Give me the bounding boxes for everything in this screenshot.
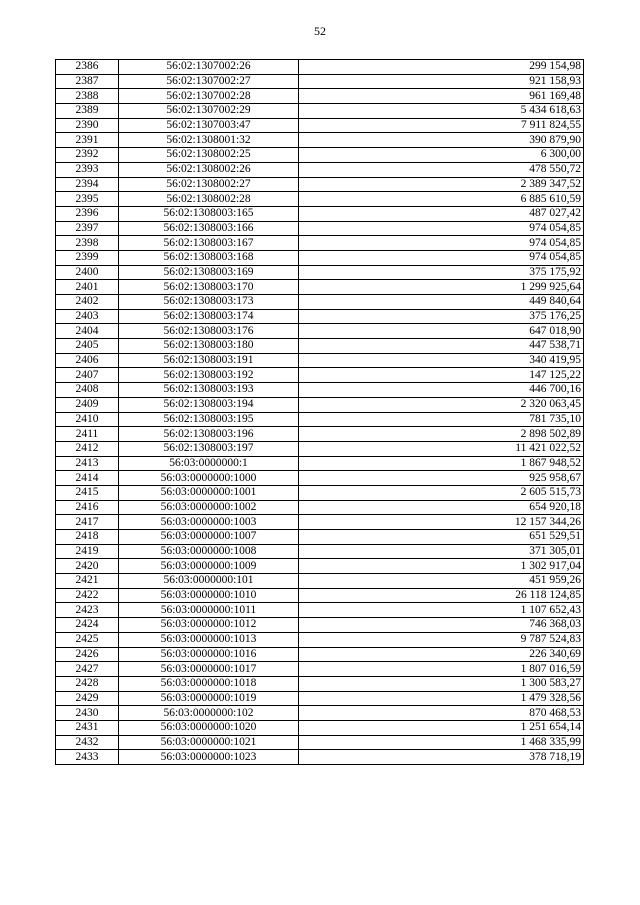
row-number-cell: 2428 <box>56 676 119 691</box>
row-number-cell: 2400 <box>56 265 119 280</box>
table-row <box>56 735 584 750</box>
value-cell: 2 389 347,52 <box>299 177 584 192</box>
value-cell: 1 300 583,27 <box>299 676 584 691</box>
value-cell: 974 054,85 <box>299 236 584 251</box>
table-row <box>56 500 584 515</box>
cadastral-number-cell: 56:03:0000000:1019 <box>119 691 299 706</box>
table-row <box>56 383 584 398</box>
table-row <box>56 250 584 265</box>
value-cell: 1 807 016,59 <box>299 662 584 677</box>
value-cell: 226 340,69 <box>299 647 584 662</box>
row-number-cell: 2417 <box>56 515 119 530</box>
cadastral-number-cell: 56:02:1308003:174 <box>119 309 299 324</box>
row-number-cell: 2407 <box>56 368 119 383</box>
value-cell: 2 320 063,45 <box>299 397 584 412</box>
table-row <box>56 221 584 236</box>
row-number-cell: 2388 <box>56 89 119 104</box>
cadastral-number-cell: 56:02:1308003:165 <box>119 206 299 221</box>
row-number-cell: 2413 <box>56 456 119 471</box>
table-row <box>56 104 584 119</box>
cadastral-number-cell: 56:03:0000000:1009 <box>119 559 299 574</box>
cadastral-number-cell: 56:03:0000000:1021 <box>119 735 299 750</box>
value-cell: 1 299 925,64 <box>299 280 584 295</box>
row-number-cell: 2394 <box>56 177 119 192</box>
value-cell: 26 118 124,85 <box>299 588 584 603</box>
cadastral-number-cell: 56:02:1308003:195 <box>119 412 299 427</box>
value-cell: 647 018,90 <box>299 324 584 339</box>
row-number-cell: 2410 <box>56 412 119 427</box>
row-number-cell: 2425 <box>56 632 119 647</box>
row-number-cell: 2393 <box>56 162 119 177</box>
row-number-cell: 2423 <box>56 603 119 618</box>
table-row <box>56 632 584 647</box>
row-number-cell: 2419 <box>56 544 119 559</box>
row-number-cell: 2427 <box>56 662 119 677</box>
cadastral-number-cell: 56:02:1308003:173 <box>119 295 299 310</box>
cadastral-number-cell: 56:02:1308003:168 <box>119 250 299 265</box>
row-number-cell: 2392 <box>56 148 119 163</box>
row-number-cell: 2418 <box>56 530 119 545</box>
value-cell: 447 538,71 <box>299 339 584 354</box>
row-number-cell: 2396 <box>56 206 119 221</box>
row-number-cell: 2401 <box>56 280 119 295</box>
cadastral-number-cell: 56:03:0000000:102 <box>119 706 299 721</box>
value-cell: 299 154,98 <box>299 60 584 75</box>
row-number-cell: 2420 <box>56 559 119 574</box>
table-row <box>56 236 584 251</box>
value-cell: 654 920,18 <box>299 500 584 515</box>
row-number-cell: 2389 <box>56 104 119 119</box>
table-row <box>56 530 584 545</box>
table-row <box>56 676 584 691</box>
row-number-cell: 2415 <box>56 485 119 500</box>
value-cell: 1 867 948,52 <box>299 456 584 471</box>
row-number-cell: 2422 <box>56 588 119 603</box>
value-cell: 2 605 515,73 <box>299 485 584 500</box>
table-row <box>56 471 584 486</box>
table-row <box>56 456 584 471</box>
table-row <box>56 515 584 530</box>
cadastral-value-table <box>55 59 584 765</box>
table-row <box>56 118 584 133</box>
value-cell: 1 251 654,14 <box>299 720 584 735</box>
row-number-cell: 2429 <box>56 691 119 706</box>
cadastral-number-cell: 56:02:1308002:26 <box>119 162 299 177</box>
cadastral-number-cell: 56:02:1307002:29 <box>119 104 299 119</box>
table-row <box>56 427 584 442</box>
table-row <box>56 177 584 192</box>
cadastral-number-cell: 56:02:1307003:47 <box>119 118 299 133</box>
table-row <box>56 706 584 721</box>
table-row <box>56 89 584 104</box>
table-row <box>56 441 584 456</box>
cadastral-number-cell: 56:03:0000000:1 <box>119 456 299 471</box>
value-cell: 1 107 652,43 <box>299 603 584 618</box>
table-row <box>56 618 584 633</box>
table-row <box>56 603 584 618</box>
value-cell: 147 125,22 <box>299 368 584 383</box>
cadastral-number-cell: 56:02:1308003:194 <box>119 397 299 412</box>
cadastral-number-cell: 56:02:1308002:28 <box>119 192 299 207</box>
cadastral-number-cell: 56:03:0000000:1017 <box>119 662 299 677</box>
row-number-cell: 2411 <box>56 427 119 442</box>
table-row <box>56 162 584 177</box>
cadastral-number-cell: 56:03:0000000:101 <box>119 574 299 589</box>
value-cell: 7 911 824,55 <box>299 118 584 133</box>
value-cell: 1 468 335,99 <box>299 735 584 750</box>
cadastral-number-cell: 56:03:0000000:1008 <box>119 544 299 559</box>
cadastral-number-cell: 56:03:0000000:1020 <box>119 720 299 735</box>
table-row <box>56 368 584 383</box>
row-number-cell: 2397 <box>56 221 119 236</box>
cadastral-number-cell: 56:03:0000000:1012 <box>119 618 299 633</box>
value-cell: 925 958,67 <box>299 471 584 486</box>
row-number-cell: 2430 <box>56 706 119 721</box>
cadastral-number-cell: 56:02:1308003:166 <box>119 221 299 236</box>
cadastral-number-cell: 56:02:1307002:28 <box>119 89 299 104</box>
cadastral-number-cell: 56:03:0000000:1016 <box>119 647 299 662</box>
table-row <box>56 544 584 559</box>
table-row <box>56 74 584 89</box>
value-cell: 651 529,51 <box>299 530 584 545</box>
page-number: 52 <box>314 24 326 38</box>
cadastral-number-cell: 56:03:0000000:1007 <box>119 530 299 545</box>
table-row <box>56 750 584 765</box>
table-row <box>56 588 584 603</box>
cadastral-number-cell: 56:03:0000000:1023 <box>119 750 299 765</box>
table-row <box>56 192 584 207</box>
cadastral-number-cell: 56:02:1308003:191 <box>119 353 299 368</box>
table-row <box>56 280 584 295</box>
value-cell: 1 302 917,04 <box>299 559 584 574</box>
row-number-cell: 2395 <box>56 192 119 207</box>
table-row <box>56 339 584 354</box>
row-number-cell: 2426 <box>56 647 119 662</box>
table-row <box>56 574 584 589</box>
row-number-cell: 2433 <box>56 750 119 765</box>
table-row <box>56 662 584 677</box>
cadastral-number-cell: 56:03:0000000:1001 <box>119 485 299 500</box>
cadastral-number-cell: 56:02:1308003:176 <box>119 324 299 339</box>
table-row <box>56 309 584 324</box>
row-number-cell: 2403 <box>56 309 119 324</box>
table-row <box>56 148 584 163</box>
cadastral-number-cell: 56:03:0000000:1010 <box>119 588 299 603</box>
cadastral-number-cell: 56:03:0000000:1003 <box>119 515 299 530</box>
row-number-cell: 2412 <box>56 441 119 456</box>
cadastral-number-cell: 56:02:1308001:32 <box>119 133 299 148</box>
cadastral-number-cell: 56:02:1308003:180 <box>119 339 299 354</box>
row-number-cell: 2424 <box>56 618 119 633</box>
table-row <box>56 647 584 662</box>
row-number-cell: 2387 <box>56 74 119 89</box>
row-number-cell: 2390 <box>56 118 119 133</box>
table-row <box>56 559 584 574</box>
value-cell: 478 550,72 <box>299 162 584 177</box>
cadastral-number-cell: 56:03:0000000:1011 <box>119 603 299 618</box>
cadastral-number-cell: 56:03:0000000:1002 <box>119 500 299 515</box>
value-cell: 870 468,53 <box>299 706 584 721</box>
table-row <box>56 60 584 75</box>
row-number-cell: 2409 <box>56 397 119 412</box>
value-cell: 11 421 022,52 <box>299 441 584 456</box>
row-number-cell: 2404 <box>56 324 119 339</box>
table-row <box>56 691 584 706</box>
cadastral-number-cell: 56:02:1307002:26 <box>119 60 299 75</box>
table-row <box>56 133 584 148</box>
value-cell: 974 054,85 <box>299 221 584 236</box>
value-cell: 6 885 610,59 <box>299 192 584 207</box>
row-number-cell: 2421 <box>56 574 119 589</box>
cadastral-number-cell: 56:02:1308003:169 <box>119 265 299 280</box>
cadastral-number-cell: 56:02:1308003:197 <box>119 441 299 456</box>
value-cell: 961 169,48 <box>299 89 584 104</box>
cadastral-number-cell: 56:02:1308003:170 <box>119 280 299 295</box>
cadastral-number-cell: 56:02:1308003:167 <box>119 236 299 251</box>
cadastral-number-cell: 56:03:0000000:1000 <box>119 471 299 486</box>
table-row <box>56 353 584 368</box>
value-cell: 9 787 524,83 <box>299 632 584 647</box>
value-cell: 746 368,03 <box>299 618 584 633</box>
row-number-cell: 2431 <box>56 720 119 735</box>
row-number-cell: 2406 <box>56 353 119 368</box>
value-cell: 390 879,90 <box>299 133 584 148</box>
table-row <box>56 265 584 280</box>
value-cell: 378 718,19 <box>299 750 584 765</box>
value-cell: 371 305,01 <box>299 544 584 559</box>
row-number-cell: 2405 <box>56 339 119 354</box>
value-cell: 1 479 328,56 <box>299 691 584 706</box>
value-cell: 375 175,92 <box>299 265 584 280</box>
table-row <box>56 720 584 735</box>
cadastral-number-cell: 56:02:1308003:193 <box>119 383 299 398</box>
value-cell: 6 300,00 <box>299 148 584 163</box>
row-number-cell: 2414 <box>56 471 119 486</box>
table-row <box>56 324 584 339</box>
value-cell: 340 419,95 <box>299 353 584 368</box>
table-row <box>56 295 584 310</box>
value-cell: 375 176,25 <box>299 309 584 324</box>
cadastral-number-cell: 56:03:0000000:1018 <box>119 676 299 691</box>
row-number-cell: 2391 <box>56 133 119 148</box>
cadastral-number-cell: 56:02:1308002:27 <box>119 177 299 192</box>
row-number-cell: 2408 <box>56 383 119 398</box>
cadastral-number-cell: 56:03:0000000:1013 <box>119 632 299 647</box>
value-cell: 12 157 344,26 <box>299 515 584 530</box>
value-cell: 974 054,85 <box>299 250 584 265</box>
table-row <box>56 485 584 500</box>
row-number-cell: 2386 <box>56 60 119 75</box>
row-number-cell: 2398 <box>56 236 119 251</box>
table-body <box>56 60 584 765</box>
cadastral-number-cell: 56:02:1308003:196 <box>119 427 299 442</box>
value-cell: 451 959,26 <box>299 574 584 589</box>
row-number-cell: 2416 <box>56 500 119 515</box>
cadastral-number-cell: 56:02:1308002:25 <box>119 148 299 163</box>
row-number-cell: 2432 <box>56 735 119 750</box>
value-cell: 446 700,16 <box>299 383 584 398</box>
value-cell: 921 158,93 <box>299 74 584 89</box>
value-cell: 2 898 502,89 <box>299 427 584 442</box>
row-number-cell: 2402 <box>56 295 119 310</box>
value-cell: 5 434 618,63 <box>299 104 584 119</box>
table-row <box>56 397 584 412</box>
value-cell: 781 735,10 <box>299 412 584 427</box>
row-number-cell: 2399 <box>56 250 119 265</box>
cadastral-number-cell: 56:02:1308003:192 <box>119 368 299 383</box>
cadastral-number-cell: 56:02:1307002:27 <box>119 74 299 89</box>
value-cell: 487 027,42 <box>299 206 584 221</box>
table-row <box>56 412 584 427</box>
table-row <box>56 206 584 221</box>
value-cell: 449 840,64 <box>299 295 584 310</box>
